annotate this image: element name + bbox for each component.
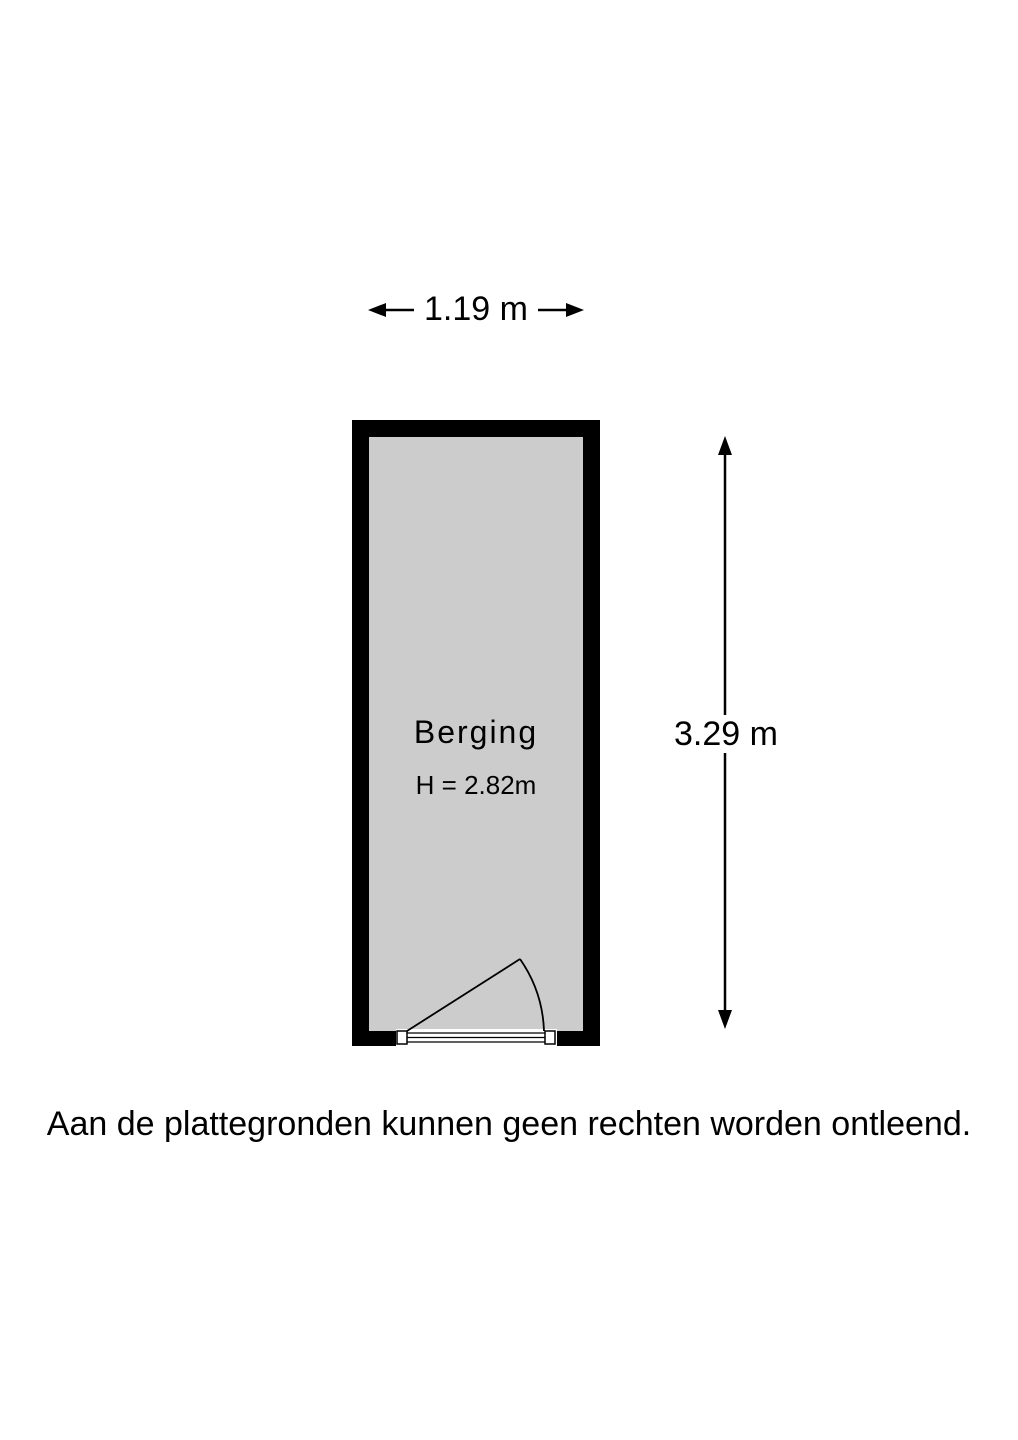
door-threshold	[397, 1031, 555, 1044]
length-dimension-label: 3.29 m	[674, 715, 778, 753]
width-dimension-label: 1.19 m	[370, 288, 582, 330]
room-ceiling-height: H = 2.82m	[415, 770, 537, 800]
disclaimer-text: Aan de plattegronden kunnen geen rechten worden ontleend.	[46, 1105, 972, 1143]
room-name: Berging	[413, 714, 539, 750]
